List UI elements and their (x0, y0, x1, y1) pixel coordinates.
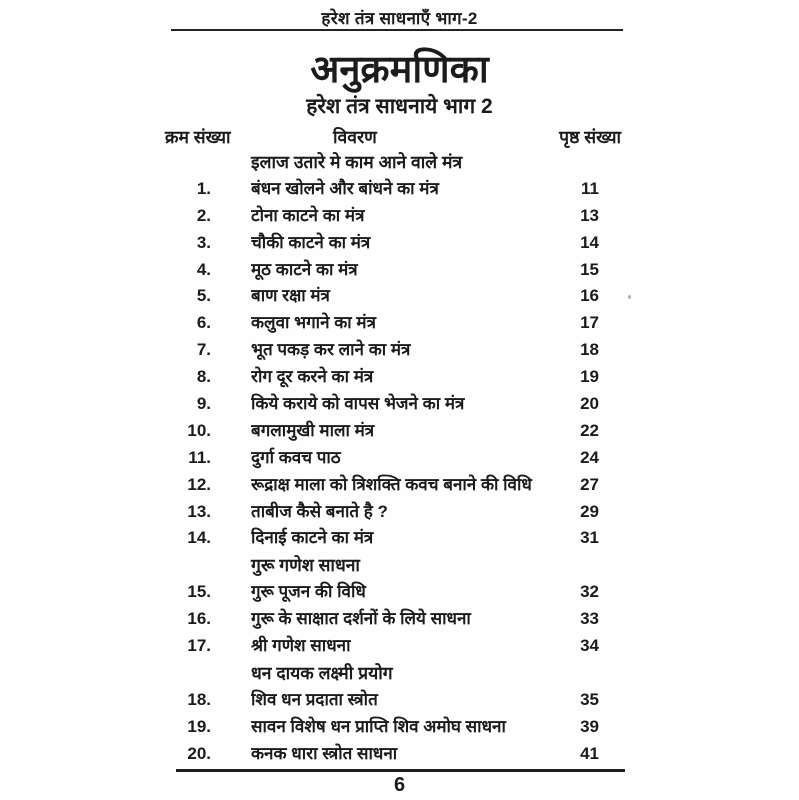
entry-number: 9. (196, 394, 211, 414)
entry-number: 14. (187, 528, 211, 548)
entry-title: कलुवा भगाने का मंत्र (251, 313, 376, 333)
entry-page: 24 (580, 447, 599, 467)
entry-number: 7. (196, 340, 211, 360)
toc-row (165, 310, 621, 337)
toc-row (165, 741, 621, 768)
entry-title: ताबीज कैसे बनाते है ? (251, 501, 388, 521)
entry-title: बगलामुखी माला मंत्र (251, 420, 375, 440)
entry-title: बंधन खोलने और बांधने का मंत्र (251, 178, 439, 198)
entry-page: 15 (580, 259, 599, 279)
entry-page: 16 (580, 286, 599, 306)
toc-row (165, 472, 621, 499)
toc-row (165, 257, 621, 284)
entry-page: 22 (580, 420, 599, 440)
toc-row (165, 337, 621, 364)
entry-page: 11 (581, 178, 599, 198)
entry-number: 10. (187, 420, 211, 440)
entry-page: 41 (580, 743, 599, 763)
entry-number: 13. (187, 501, 211, 521)
entry-title: शिव धन प्रदाता स्त्रोत (251, 689, 378, 709)
entry-number: 15. (187, 582, 211, 602)
entry-title: दुर्गा कवच पाठ (251, 447, 341, 467)
section-heading: गुरू गणेश साधना (251, 555, 360, 576)
entry-title: किये कराये को वापस भेजने का मंत्र (251, 394, 465, 414)
entry-number: 16. (187, 609, 211, 629)
entry-page: 20 (580, 394, 599, 414)
entry-page: 27 (580, 474, 599, 494)
entry-number: 1. (196, 178, 211, 198)
column-header-page: पृष्ठ संख्या (559, 127, 621, 147)
entry-title: श्री गणेश साधना (251, 636, 351, 656)
toc-row (165, 418, 621, 445)
entry-title: कनक धारा स्त्रोत साधना (251, 743, 398, 763)
toc-row (165, 445, 621, 472)
entry-title: बाण रक्षा मंत्र (251, 286, 330, 306)
toc-row (165, 687, 621, 714)
toc-row (165, 283, 621, 310)
entry-title: रोग दूर करने का मंत्र (251, 367, 374, 387)
page-title: अनुक्रमणिका (310, 49, 489, 91)
entry-title: भूत पकड़ कर लाने का मंत्र (251, 340, 411, 360)
table-header-row (165, 125, 621, 149)
entry-number: 6. (196, 313, 211, 333)
entry-page: 31 (580, 528, 599, 548)
entry-page: 14 (580, 232, 599, 252)
toc-list (165, 149, 621, 767)
entry-title: सावन विशेष धन प्राप्ति शिव अमोघ साधना (251, 716, 506, 736)
toc-row (165, 364, 621, 391)
toc-row (165, 606, 621, 633)
entry-title: चौकी काटने का मंत्र (251, 232, 371, 252)
entry-number: 19. (187, 716, 211, 736)
toc-row (165, 633, 621, 660)
entry-title: रूद्राक्ष माला को त्रिशक्ति कवच बनाने की विधि (251, 474, 532, 494)
entry-page: 35 (580, 689, 599, 709)
header-rule (171, 29, 623, 31)
entry-number: 20. (187, 743, 211, 763)
entry-number: 18. (187, 689, 211, 709)
entry-title: दिनाई काटने का मंत्र (251, 528, 374, 548)
toc-row (165, 714, 621, 741)
entry-number: 2. (196, 205, 211, 225)
entry-page: 19 (580, 367, 599, 387)
toc-row (165, 391, 621, 418)
entry-page: 18 (580, 340, 599, 360)
entry-page: 29 (580, 501, 599, 521)
folio-page-number: 6 (393, 774, 406, 796)
section-heading: इलाज उतारे मे काम आने वाले मंत्र (251, 152, 463, 172)
entry-number: 3. (196, 232, 211, 252)
entry-number: 11. (188, 447, 211, 467)
toc-row (165, 230, 621, 257)
column-header-serial: क्रम संख्या (165, 127, 231, 147)
entry-number: 17. (187, 636, 211, 656)
toc-row (165, 176, 621, 203)
toc-row (165, 579, 621, 606)
running-header: हरेश तंत्र साधनाएँ भाग-2 (321, 9, 478, 28)
entry-page: 34 (580, 636, 599, 656)
page-subtitle: हरेश तंत्र साधनाये भाग 2 (306, 95, 493, 118)
entry-number: 12. (187, 474, 211, 494)
entry-page: 17 (580, 313, 599, 333)
entry-page: 13 (580, 205, 599, 225)
entry-title: टोना काटने का मंत्र (251, 205, 365, 225)
scan-speck (628, 295, 631, 299)
entry-number: 4. (196, 259, 211, 279)
toc-row (165, 499, 621, 526)
entry-page: 33 (580, 609, 599, 629)
entry-number: 5. (196, 286, 211, 306)
entry-title: गुरू पूजन की विधि (251, 582, 366, 602)
entry-page: 39 (580, 716, 599, 736)
entry-page: 32 (580, 582, 599, 602)
toc-row (165, 525, 621, 552)
entry-title: गुरू के साक्षात दर्शनों के लिये साधना (251, 609, 471, 629)
section-heading: धन दायक लक्ष्मी प्रयोग (251, 662, 393, 683)
entry-title: मूठ काटने का मंत्र (251, 259, 358, 279)
column-header-description: विवरण (333, 127, 377, 147)
toc-row (165, 203, 621, 230)
entry-number: 8. (196, 367, 211, 387)
footer-rule (176, 769, 625, 772)
